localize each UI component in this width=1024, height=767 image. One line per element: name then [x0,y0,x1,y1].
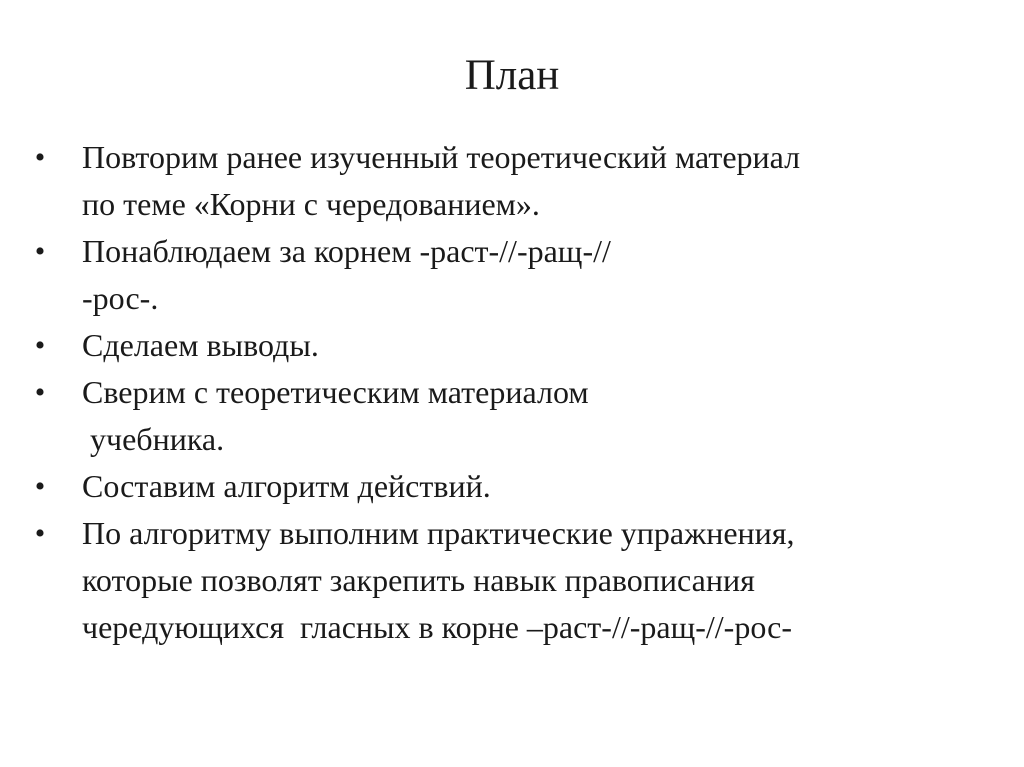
bullet-icon: • [34,141,46,174]
bullet-item-6 [30,510,1010,651]
bullet-text-line: Сверим с теоретическим материалом [82,374,589,410]
bullet-icon: • [34,329,46,362]
bullet-icon: • [34,517,46,550]
bullet-item-1 [30,134,1010,228]
bullet-list [30,134,1010,651]
bullet-item-4 [30,369,1010,463]
bullet-text-line: По алгоритму выполним практические упражнения, [82,515,795,551]
bullet-item-2 [30,228,1010,322]
bullet-text-line: -рос-. [82,280,159,316]
bullet-text-line: которые позволят закрепить навык правописания [82,562,755,598]
bullet-icon: • [34,376,46,409]
bullet-item-5 [30,463,1010,510]
bullet-item-3 [30,322,1010,369]
bullet-icon: • [34,470,46,503]
bullet-text-line: чередующихся гласных в корне –раст-//-ращ-//-рос- [82,609,792,645]
bullet-text-line: Повторим ранее изученный теоретический материал [82,139,801,175]
bullet-text-line: учебника. [82,421,225,457]
slide-title: План [464,52,560,99]
bullet-text-line: Составим алгоритм действий. [82,468,491,504]
bullet-text-line: Понаблюдаем за корнем -раст-//-ращ-// [82,233,611,269]
bullet-icon: • [34,235,46,268]
bullet-text-line: Сделаем выводы. [82,327,319,363]
bullet-text-line: по теме «Корни с чередованием». [82,186,540,222]
